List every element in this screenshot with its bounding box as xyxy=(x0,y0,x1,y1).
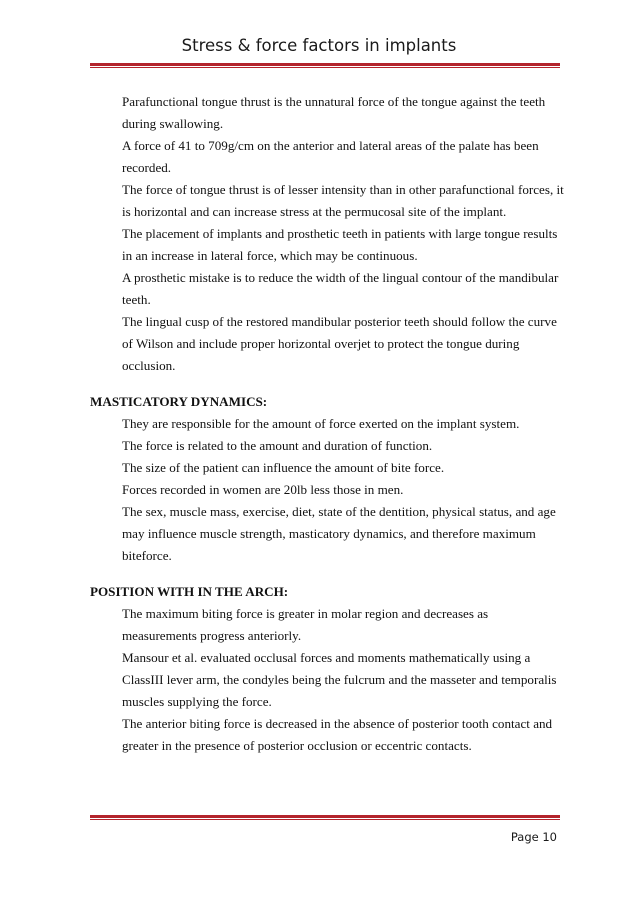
footer-rule xyxy=(90,815,560,820)
page-number: Page 10 xyxy=(510,830,557,844)
bullet-text: The force is related to the amount and duration of function. xyxy=(122,438,433,453)
bullet-item xyxy=(90,479,565,501)
bullet-marker-icon xyxy=(90,713,122,757)
bullet-text: A force of 41 to 709g/cm on the anterior and lateral areas of the palate has been recorded. xyxy=(122,138,539,175)
bullet-item xyxy=(90,311,565,377)
bullet-item xyxy=(90,713,565,757)
bullet-text: The force of tongue thrust is of lesser intensity than in other parafunctional forces, it is horizontal and can increase stress at the permucosal site of the implant. xyxy=(122,182,564,219)
bullet-item xyxy=(90,267,565,311)
bullet-text: The placement of implants and prosthetic teeth in patients with large tongue results in an increase in lateral force, which may be continuous. xyxy=(122,226,558,263)
section-heading-masticatory: MASTICATORY DYNAMICS: xyxy=(90,394,268,409)
bullet-text: Mansour et al. evaluated occlusal forces and moments mathematically using a ClassIII lever arm, the condyles being the fulcrum and the masseter and temporalis muscles supplying the force. xyxy=(122,650,557,709)
bullet-item xyxy=(90,179,565,223)
bullet-text: A prosthetic mistake is to reduce the width of the lingual contour of the mandibular teeth. xyxy=(122,270,559,307)
bullet-item xyxy=(90,435,565,457)
bullet-marker-icon xyxy=(90,647,122,713)
page-header-title: Stress & force factors in implants xyxy=(181,36,457,55)
header-rule xyxy=(90,63,560,68)
bullet-marker-icon xyxy=(90,135,122,179)
bullet-item xyxy=(90,413,565,435)
bullet-item xyxy=(90,501,565,567)
bullet-item xyxy=(90,457,565,479)
bullet-text: The lingual cusp of the restored mandibular posterior teeth should follow the curve of Wilson and include proper horizontal overjet to protect the tongue during occlusion. xyxy=(122,314,557,373)
bullet-marker-icon xyxy=(90,311,122,377)
bullet-item xyxy=(90,603,565,647)
bullet-item xyxy=(90,135,565,179)
bullet-marker-icon xyxy=(90,603,122,647)
bullet-marker-icon xyxy=(90,223,122,267)
bullet-marker-icon xyxy=(90,501,122,567)
bullet-marker-icon xyxy=(90,413,122,435)
bullet-marker-icon xyxy=(90,435,122,457)
bullet-text: Parafunctional tongue thrust is the unnatural force of the tongue against the teeth during swallowing. xyxy=(122,94,546,131)
bullet-text: The maximum biting force is greater in molar region and decreases as measurements progress anteriorly. xyxy=(122,606,489,643)
bullet-item xyxy=(90,223,565,267)
bullet-text: They are responsible for the amount of force exerted on the implant system. xyxy=(122,416,520,431)
bullet-text: The anterior biting force is decreased in the absence of posterior tooth contact and greater in the presence of posterior occlusion or eccentric contacts. xyxy=(122,716,553,753)
bullet-marker-icon xyxy=(90,179,122,223)
bullet-marker-icon xyxy=(90,457,122,479)
masticatory-list xyxy=(90,413,565,567)
position-list xyxy=(90,603,565,757)
bullet-item xyxy=(90,647,565,713)
section-heading-position: POSITION WITH IN THE ARCH: xyxy=(90,584,289,599)
bullet-marker-icon xyxy=(90,91,122,135)
bullet-marker-icon xyxy=(90,267,122,311)
bullet-text: Forces recorded in women are 20lb less those in men. xyxy=(122,482,404,497)
bullet-marker-icon xyxy=(90,479,122,501)
bullet-text: The sex, muscle mass, exercise, diet, state of the dentition, physical status, and age may influence muscle strength, masticatory dynamics, and therefore maximum biteforce. xyxy=(122,504,556,563)
page-content xyxy=(90,91,565,757)
intro-list xyxy=(90,91,565,377)
bullet-text: The size of the patient can influence the amount of bite force. xyxy=(122,460,445,475)
bullet-item xyxy=(90,91,565,135)
